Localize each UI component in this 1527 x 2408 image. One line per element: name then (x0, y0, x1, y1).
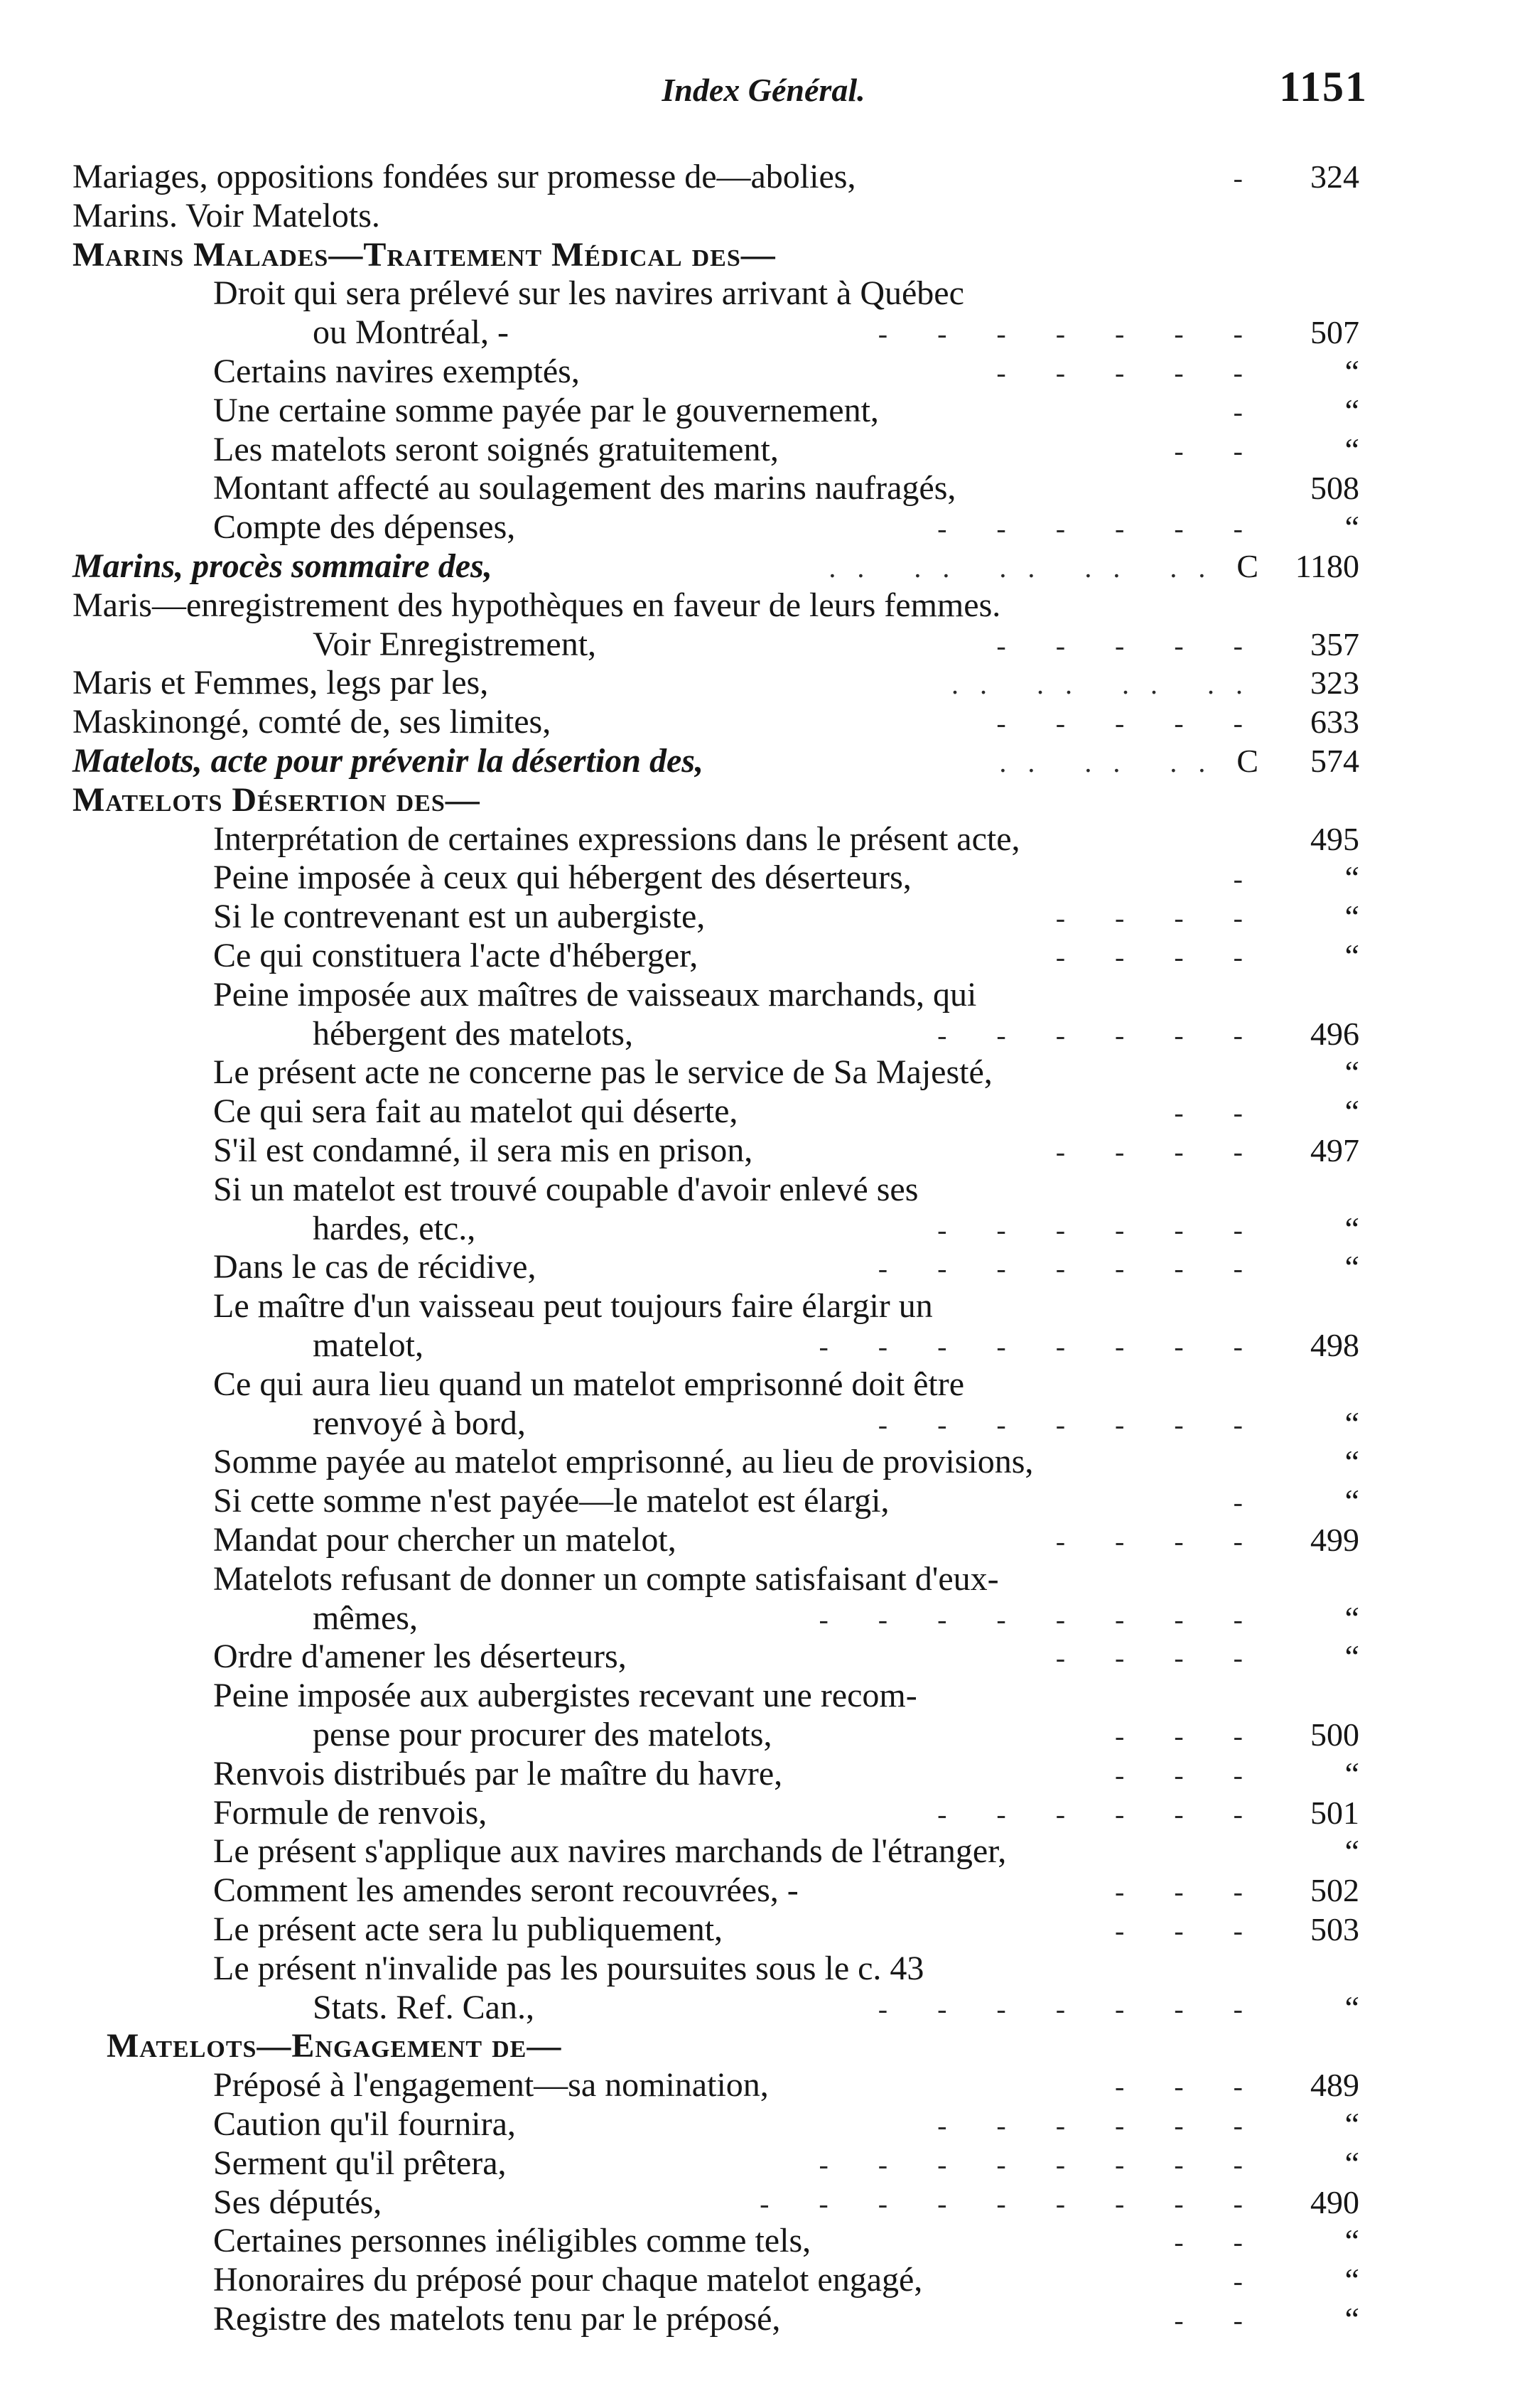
index-entry (213, 2300, 1359, 2338)
index-entry (213, 1287, 1359, 1326)
entry-page-ref: 324 (1310, 158, 1359, 195)
entry-page-ref: “ (1344, 2262, 1359, 2298)
entry-page-ref: 496 (1310, 1016, 1359, 1052)
entry-text: Le présent s'applique aux navires marchands de l'étranger, (213, 1832, 1007, 1870)
entry-leader: - - - - - - (937, 1019, 1264, 1051)
index-entry (213, 937, 1359, 975)
entry-page-ref: “ (1344, 1756, 1359, 1792)
entry-text: Stats. Ref. Can., (313, 1989, 534, 2026)
entry-page-ref: “ (1344, 353, 1359, 389)
entry-text: pense pour procurer des matelots, (313, 1716, 772, 1753)
index-entry (213, 1171, 1359, 1209)
entry-page-ref: “ (1344, 1249, 1359, 1285)
index-entry (213, 1365, 1359, 1404)
entry-text: Montant affecté au soulagement des marins naufragés, (213, 469, 956, 507)
entry-text: Maris—enregistrement des hypothèques en faveur de leurs femmes. (72, 586, 1001, 624)
entry-page-ref: “ (1344, 2145, 1359, 2181)
index-entry (213, 1482, 1359, 1520)
entry-page-ref: 498 (1310, 1327, 1359, 1363)
entry-text: Préposé à l'engagement—sa nomination, (213, 2066, 769, 2104)
entry-leader: - - - - - - - (878, 318, 1264, 350)
entry-text: Peine imposée aux maîtres de vaisseaux marchands, qui (213, 976, 977, 1014)
index-entry (213, 1443, 1359, 1481)
index-entry (213, 1248, 1359, 1286)
entry-leader: - - - - - (996, 630, 1264, 662)
entry-leader: - - (1174, 2226, 1264, 2258)
entry-text: Certaines personnes inéligibles comme tels, (213, 2222, 811, 2259)
index-entry (213, 2261, 1359, 2299)
entry-text: Honoraires du préposé pour chaque matelot engagé, (213, 2261, 923, 2299)
entry-leader: - - - - - - - (878, 1252, 1264, 1284)
entry-page-ref: 501 (1310, 1795, 1359, 1831)
index-entry (213, 2222, 1359, 2260)
entry-leader: - (1233, 863, 1264, 895)
entry-text: Voir Enregistrement, (313, 625, 597, 663)
entry-page-ref: 507 (1310, 314, 1359, 350)
index-entry (213, 1950, 1359, 1988)
index-entry (213, 392, 1359, 430)
entry-leader: - - (1174, 435, 1264, 467)
entry-leader: - - - (1115, 2070, 1264, 2102)
entry-leader: - - - (1115, 1759, 1264, 1791)
index-entry (72, 781, 1359, 819)
index-entry (213, 2183, 1359, 2222)
entry-leader: - - - - - (996, 357, 1264, 389)
index-entry (213, 1871, 1359, 1910)
entry-leader: - - - - - - - (878, 1409, 1264, 1441)
entry-leader: - - - - - - - (878, 1993, 1264, 2025)
entry-text: Matelots—Engagement de— (107, 2027, 562, 2065)
index-entry (72, 158, 1359, 196)
index-entry (213, 2066, 1359, 2105)
index-entry (213, 898, 1359, 936)
index-entry (213, 469, 1359, 507)
index-entry (213, 2144, 1359, 2183)
entry-page-ref: 490 (1310, 2184, 1359, 2220)
entry-page-ref: “ (1344, 859, 1359, 896)
entry-text: Maskinongé, comté de, ses limites, (72, 703, 551, 741)
index-entry (313, 1716, 1359, 1754)
index-entry (72, 742, 1359, 780)
entry-text: Le présent n'invalide pas les poursuites sous le c. 43 (213, 1950, 924, 1987)
index-entry (213, 976, 1359, 1014)
entry-page-ref: 503 (1310, 1911, 1359, 1947)
entry-page-ref: “ (1344, 2222, 1359, 2259)
entry-leader: - (1233, 2265, 1264, 2297)
entry-text: Peine imposée à ceux qui hébergent des déserteurs, (213, 859, 912, 896)
entry-leader: - - - - - - (937, 512, 1264, 544)
entry-page-ref: 323 (1310, 665, 1359, 701)
entry-text: Si cette somme n'est payée—le matelot est élargi, (213, 1482, 890, 1520)
entry-leader: - - - - (1055, 1642, 1264, 1674)
entry-text: renvoyé à bord, (313, 1404, 526, 1442)
index-entry (213, 431, 1359, 469)
entry-text: Droit qui sera prélevé sur les navires arrivant à Québec (213, 274, 964, 312)
entry-leader: - - (1174, 2304, 1264, 2336)
entry-page-ref: “ (1344, 937, 1359, 974)
entry-page-ref: “ (1344, 1210, 1359, 1247)
entry-page-ref: “ (1344, 898, 1359, 935)
index-entry (213, 1910, 1359, 1949)
entry-page-ref: 357 (1310, 626, 1359, 662)
entry-leader: - - - (1115, 1876, 1264, 1908)
entry-page-ref: 497 (1310, 1132, 1359, 1168)
entry-page-ref: “ (1344, 392, 1359, 429)
entry-text: mêmes, (313, 1599, 418, 1637)
entry-text: matelot, (313, 1326, 423, 1364)
index-entry (213, 274, 1359, 313)
entry-leader: - - - (1115, 1720, 1264, 1752)
index-entry (313, 313, 1359, 352)
entry-page-ref: “ (1344, 1444, 1359, 1480)
entry-page-ref: “ (1344, 1833, 1359, 1869)
entry-page-ref: 508 (1310, 470, 1359, 506)
entry-text: Registre des matelots tenu par le préposé, (213, 2300, 781, 2338)
entry-text: Certains navires exemptés, (213, 353, 580, 390)
entry-text: hébergent des matelots, (313, 1015, 633, 1053)
index-entry (72, 197, 1359, 235)
entry-text: Une certaine somme payée par le gouvernement, (213, 392, 879, 429)
entry-page-ref: 499 (1310, 1522, 1359, 1558)
entry-page-ref: “ (1344, 509, 1359, 545)
entry-leader: - - - - - - (937, 1798, 1264, 1830)
index-entry (313, 1599, 1359, 1638)
index-entry (72, 703, 1359, 741)
entry-page-ref: “ (1344, 1483, 1359, 1519)
entry-text: Peine imposée aux aubergistes recevant une recom- (213, 1677, 917, 1714)
entry-text: Compte des dépenses, (213, 508, 516, 546)
entry-text: Si le contrevenant est un aubergiste, (213, 898, 706, 935)
entry-text: Mandat pour chercher un matelot, (213, 1521, 676, 1559)
entry-text: Ce qui constituera l'acte d'héberger, (213, 937, 698, 974)
entry-volume: C (1236, 743, 1258, 779)
entry-text: Formule de renvois, (213, 1794, 487, 1832)
entry-page-ref: 495 (1310, 821, 1359, 857)
entry-text: ou Montréal, - (313, 313, 509, 351)
index-entry (213, 1638, 1359, 1676)
index-entry (213, 1092, 1359, 1131)
entry-leader: - - - - - - - - (819, 1331, 1264, 1362)
entry-text: S'il est condamné, il sera mis en prison, (213, 1132, 753, 1169)
entry-leader: - - - - (1055, 1525, 1264, 1557)
index-entry (213, 1755, 1359, 1793)
index-entry (213, 1794, 1359, 1832)
entry-leader: - (1233, 396, 1264, 428)
entry-text: Mariages, oppositions fondées sur promesse de—abolies, (72, 158, 856, 195)
entry-text: Ses députés, (213, 2183, 382, 2221)
entry-leader: .. .. .. .. .. (829, 552, 1227, 584)
entry-leader: - - - - (1055, 1136, 1264, 1168)
entry-text: Ce qui sera fait au matelot qui déserte, (213, 1092, 738, 1130)
entry-text: Ordre d'amener les déserteurs, (213, 1638, 627, 1675)
index-entry (213, 1053, 1359, 1092)
entry-text: Le présent acte ne concerne pas le service de Sa Majesté, (213, 1053, 993, 1091)
entry-text: Matelots Désertion des— (72, 781, 480, 819)
entry-leader: .. .. .. (999, 746, 1227, 778)
entry-text: Le maître d'un vaisseau peut toujours faire élargir un (213, 1287, 933, 1325)
running-title: Index Général. (662, 72, 865, 108)
entry-text: Les matelots seront soignés gratuitement, (213, 431, 779, 468)
entry-text: hardes, etc., (313, 1210, 476, 1247)
entry-leader: - (1233, 1486, 1264, 1518)
entry-page-ref: “ (1344, 2106, 1359, 2142)
entry-text: Marins Malades—Traitement Médical des— (72, 236, 776, 274)
entry-page-ref: “ (1344, 2301, 1359, 2337)
entry-page-ref: “ (1344, 431, 1359, 468)
entry-text: Si un matelot est trouvé coupable d'avoir enlevé ses (213, 1171, 919, 1208)
entry-leader: - (1233, 162, 1264, 194)
entry-leader: - - - - - - - - (819, 1603, 1264, 1635)
index-entry (72, 236, 1359, 274)
entry-text: Comment les amendes seront recouvrées, - (213, 1871, 799, 1909)
entry-page-ref: 1180 (1295, 548, 1359, 584)
entry-leader: - - (1174, 1097, 1264, 1129)
index-entry (313, 625, 1359, 664)
index-entry (313, 1210, 1359, 1248)
index-entry (72, 547, 1359, 586)
index-entry (213, 820, 1359, 859)
index-entry (213, 1132, 1359, 1170)
entry-text: Le présent acte sera lu publiquement, (213, 1910, 723, 1948)
index-entry (72, 586, 1359, 625)
entry-leader: - - - - - - - - - (760, 2188, 1264, 2220)
entry-leader: - - - - (1055, 902, 1264, 934)
entry-text: Interprétation de certaines expressions dans le présent acte, (213, 820, 1020, 858)
entry-text: Matelots refusant de donner un compte satisfaisant d'eux- (213, 1560, 999, 1598)
entry-page-ref: 633 (1310, 704, 1359, 740)
index-entry (313, 1326, 1359, 1365)
entry-page-ref: “ (1344, 1600, 1359, 1636)
entry-leader: - - - (1115, 1915, 1264, 1947)
index-entry (213, 508, 1359, 547)
index-entry (213, 1677, 1359, 1715)
entry-text: Caution qu'il fournira, (213, 2105, 516, 2143)
index-entry (72, 664, 1359, 702)
entry-page-ref: 502 (1310, 1872, 1359, 1908)
entry-text: Renvois distribués par le maître du havre, (213, 1755, 783, 1792)
page-number: 1151 (1279, 63, 1368, 110)
entry-page-ref: “ (1344, 1405, 1359, 1441)
entry-leader: - - - - - - - - (819, 2149, 1264, 2181)
entry-page-ref: 574 (1310, 743, 1359, 779)
entry-text: Matelots, acte pour prévenir la désertion des, (72, 742, 703, 780)
entry-page-ref: “ (1344, 1638, 1359, 1675)
index-entry (213, 1560, 1359, 1598)
entry-leader: - - - - - (996, 707, 1264, 739)
entry-page-ref: 500 (1310, 1716, 1359, 1753)
entry-page-ref: “ (1344, 1093, 1359, 1129)
index-entry (313, 1989, 1359, 2027)
entry-text: Dans le cas de récidive, (213, 1248, 536, 1286)
index-entry (213, 1521, 1359, 1559)
index-entry (213, 1832, 1359, 1871)
entry-page-ref: 489 (1310, 2067, 1359, 2103)
entry-page-ref: “ (1344, 1989, 1359, 2026)
entry-text: Serment qu'il prêtera, (213, 2144, 507, 2182)
index-entry (213, 859, 1359, 897)
entry-leader: .. .. .. .. (951, 668, 1264, 700)
index-entry (213, 353, 1359, 391)
entry-volume: C (1236, 548, 1258, 584)
index-entry (213, 2105, 1359, 2144)
entry-text: Somme payée au matelot emprisonné, au lieu de provisions, (213, 1443, 1034, 1480)
entry-page-ref: “ (1344, 1054, 1359, 1090)
index-entry (313, 1404, 1359, 1443)
entry-text: Ce qui aura lieu quand un matelot emprisonné doit être (213, 1365, 965, 1403)
index-entry (107, 2027, 1359, 2065)
index-entry (313, 1015, 1359, 1053)
entry-leader: - - - - (1055, 941, 1264, 973)
entry-text: Maris et Femmes, legs par les, (72, 664, 489, 702)
entry-leader: - - - - - - (937, 1214, 1264, 1246)
entry-text: Marins, procès sommaire des, (72, 547, 492, 585)
entry-text: Marins. Voir Matelots. (72, 197, 380, 235)
entry-leader: - - - - - - (937, 2109, 1264, 2141)
